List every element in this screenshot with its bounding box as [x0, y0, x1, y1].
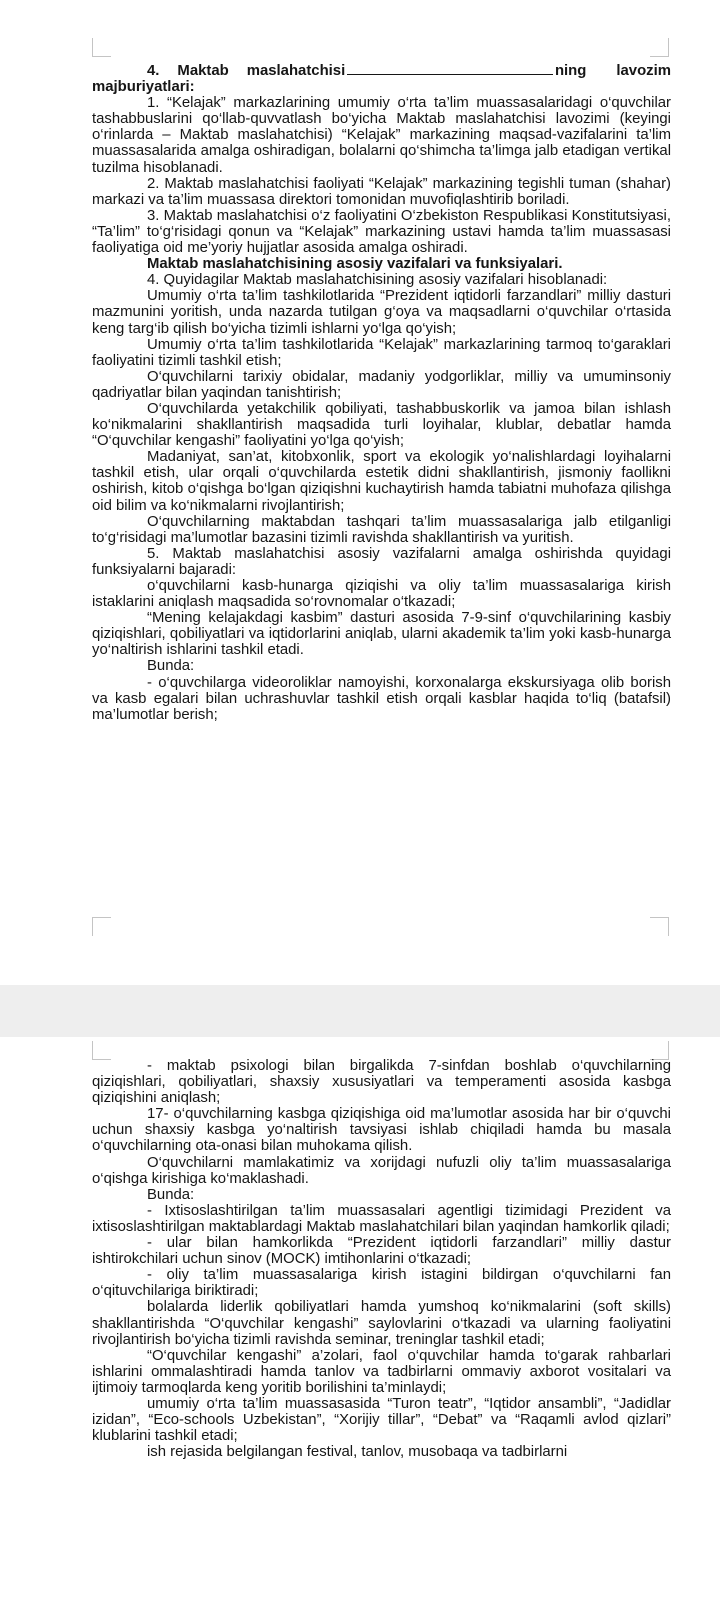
paragraph: 1. “Kelajak” markazlarining umumiy o‘rta ta’lim muassasalaridagi o‘quvchilar tashabbuslarini qo‘llab-quvvatlash bo‘yicha Maktab maslahatchisi lavozimi (keyingi o‘rinlarda – Maktab maslahatchisi) “Kelajak” markazining maqsad-vazifalarini ta’lim muassasalarida amalga oshiradigan, bolalarni qo‘shimcha ta’limga jalb etadigan vertikal tuzilma hisoblanadi.: [92, 95, 671, 176]
page-corner-mark: [92, 38, 111, 57]
section-title-word: ning: [554, 63, 587, 79]
paragraph: 5. Maktab maslahatchisi asosiy vazifalarni amalga oshirishda quyidagi funksiyalarni bajaradi:: [92, 545, 671, 578]
paragraph: “O‘quvchilar kengashi” a’zolari, faol o‘quvchilar hamda to‘garak rahbarlari ishlarini ommalashtiradi hamda tanlov va tadbirlarni ommaviy axborot vositalari va ijtimoiy tarmoqlarda keng yoritib borilishini ta’minlaydi;: [92, 1347, 671, 1396]
paragraph: - o‘quvchilarga videoroliklar namoyishi, korxonalarga ekskursiyaga olib borish va kasb egalari bilan uchrashuvlar tashkil etish orqali kasblar haqida to‘liq (batafsil) ma’lumotlar berish;: [92, 674, 671, 723]
paragraph: 2. Maktab maslahatchisi faoliyati “Kelajak” markazining tegishli tuman (shahar) markazi va ta’lim muassasa direktori tomonidan muvofiqlashtirib boriladi.: [92, 175, 671, 208]
section-title-word: lavozim: [616, 63, 671, 79]
paragraph: Umumiy o‘rta ta’lim tashkilotlarida “Prezident iqtidorli farzandlari” milliy dasturi mazmunini yoritish, unda nazarda tutilgan g‘oya va maqsadlarni o‘quvchilar o‘rtasida keng targ‘ib qilish bo‘yicha tizimli ishlarni yo‘lga qo‘yish;: [92, 288, 671, 337]
paragraph: - Ixtisoslashtirilgan ta’lim muassasalari agentligi tizimidagi Prezident va ixtisoslashtirilgan maktablardagi Maktab maslahatchilari bilan yaqindan hamkorlik qiladi;: [92, 1202, 671, 1235]
paragraph: O‘quvchilarda yetakchilik qobiliyati, tashabbuskorlik va jamoa bilan ishlash ko‘nikmalarini shakllantirish maqsadida turli loyihalar, klublar, debatlar hamda “O‘quvchilar kengashi” faoliyatini yo‘lga qo‘yish;: [92, 400, 671, 450]
paragraph: - ular bilan hamkorlikda “Prezident iqtidorli farzandlari” milliy dastur ishtirokchilari uchun sinov (MOCK) imtihonlarini o‘tkazadi;: [92, 1235, 671, 1268]
page-2-text: [92, 1058, 671, 1460]
paragraph: O‘quvchilarni mamlakatimiz va xorijdagi nufuzli oliy ta’lim muassasalariga o‘qishga kirishiga ko‘maklashadi.: [92, 1154, 671, 1187]
page-corner-mark: [92, 917, 111, 936]
paragraph: Umumiy o‘rta ta’lim tashkilotlarida “Kelajak” markazlarining tarmoq to‘garaklari faoliyatini tizimli tashkil etish;: [92, 336, 671, 369]
section-title-continuation: majburiyatlari:: [92, 79, 195, 96]
section-title: [92, 62, 671, 79]
paragraph: O‘quvchilarning maktabdan tashqari ta’lim muassasalariga jalb etilganligi to‘g‘risidagi ma’lumotlar bazasini tizimli ravishda shakllantirish va yuritish.: [92, 513, 671, 546]
paragraph: ish rejasida belgilangan festival, tanlov, musobaqa va tadbirlarni: [147, 1444, 568, 1461]
paragraph: 17- o‘quvchilarning kasbga qiziqishiga oid ma’lumotlar asosida har bir o‘quvchi uchun shaxsiy kasbga yo‘naltirish tavsiyasi ishlab chiqiladi hamda bu masala o‘quvchilarning ota-onasi bilan muhokama qilish.: [92, 1106, 671, 1155]
page-corner-mark: [650, 917, 669, 936]
paragraph: “Mening kelajakdagi kasbim” dasturi asosida 7-9-sinf o‘quvchilarining kasbiy qiziqishlari, qobiliyatlari va iqtidorlarini aniqlab, ularni akademik ta’lim yoki kasb-hunarga yo‘naltirish ishlarini tashkil etadi.: [92, 610, 671, 659]
section-title-word: maslahatchisi: [246, 63, 346, 79]
paragraph: 3. Maktab maslahatchisi o‘z faoliyatini O‘zbekiston Respublikasi Konstitutsiyasi, “Ta’lim” to‘g‘risidagi qonun va “Kelajak” markazining ustavi hamda ta’lim muassasasi faoliyatiga oid me’yoriy hujjatlar asosida amalga oshiradi.: [92, 207, 671, 257]
paragraph: 4. Quyidagilar Maktab maslahatchisining asosiy vazifalari hisoblanadi:: [147, 272, 608, 289]
paragraph: bolalarda liderlik qobiliyatlari hamda yumshoq ko‘nikmalarini (soft skills) shakllantirishda “O‘quvchilar kengashi” saylovlarini o‘tkazadi va ularning faoliyatini rivojlantirish bo‘yicha tizimli ravishda seminar, treninglar tashkil etadi;: [92, 1299, 671, 1348]
subheading: Maktab maslahatchisining asosiy vazifalari va funksiyalari.: [147, 256, 563, 273]
paragraph: o‘quvchilarni kasb-hunarga qiziqishi va oliy ta’lim muassasalariga kirish istaklarini aniqlash maqsadida so‘rovnomalar o‘tkazadi;: [92, 578, 671, 611]
section-title-word: Maktab: [177, 63, 229, 79]
paragraph: umumiy o‘rta ta’lim muassasasida “Turon teatr”, “Iqtidor ansambli”, “Jadidlar izidan”, “Eco-schools Uzbekistan”, “Xorijiy tillar”, “Debat” va “Raqamli avlod qizlari” klublarini tashkil etadi;: [92, 1395, 671, 1445]
paragraph: Madaniyat, san’at, kitobxonlik, sport va ekologik yo‘nalishlardagi loyihalarni tashkil etish, ular orqali o‘quvchilarda estetik didni shakllantirish, jismoniy faollikni oshirish, kitob o‘qishga bo‘lgan qiziqishni kuchaytirish hamda tabiatni muhofaza qilishga oid bilim va ko‘nikmalarni rivojlantirish;: [92, 449, 671, 514]
blank-line: [347, 62, 553, 75]
page-1-text: [92, 62, 671, 723]
paragraph: Bunda:: [147, 658, 195, 675]
section-number: 4.: [147, 63, 160, 79]
paragraph: Bunda:: [147, 1186, 195, 1203]
paragraph: - maktab psixologi bilan birgalikda 7-sinfdan boshlab o‘quvchilarning qiziqishlari, qobiliyatlari, shaxsiy xususiyatlari va temperamenti asosida kasbga qiziqishini aniqlash;: [92, 1058, 671, 1107]
paragraph: O‘quvchilarni tarixiy obidalar, madaniy yodgorliklar, milliy va umuminsoniy qadriyatlar bilan yaqindan tanishtirish;: [92, 368, 671, 401]
paragraph: - oliy ta’lim muassasalariga kirish istagini bildirgan o‘quvchilarni fan o‘qituvchilariga biriktiradi;: [92, 1267, 671, 1300]
page-corner-mark: [650, 38, 669, 57]
document-page-2: [0, 1037, 720, 1612]
